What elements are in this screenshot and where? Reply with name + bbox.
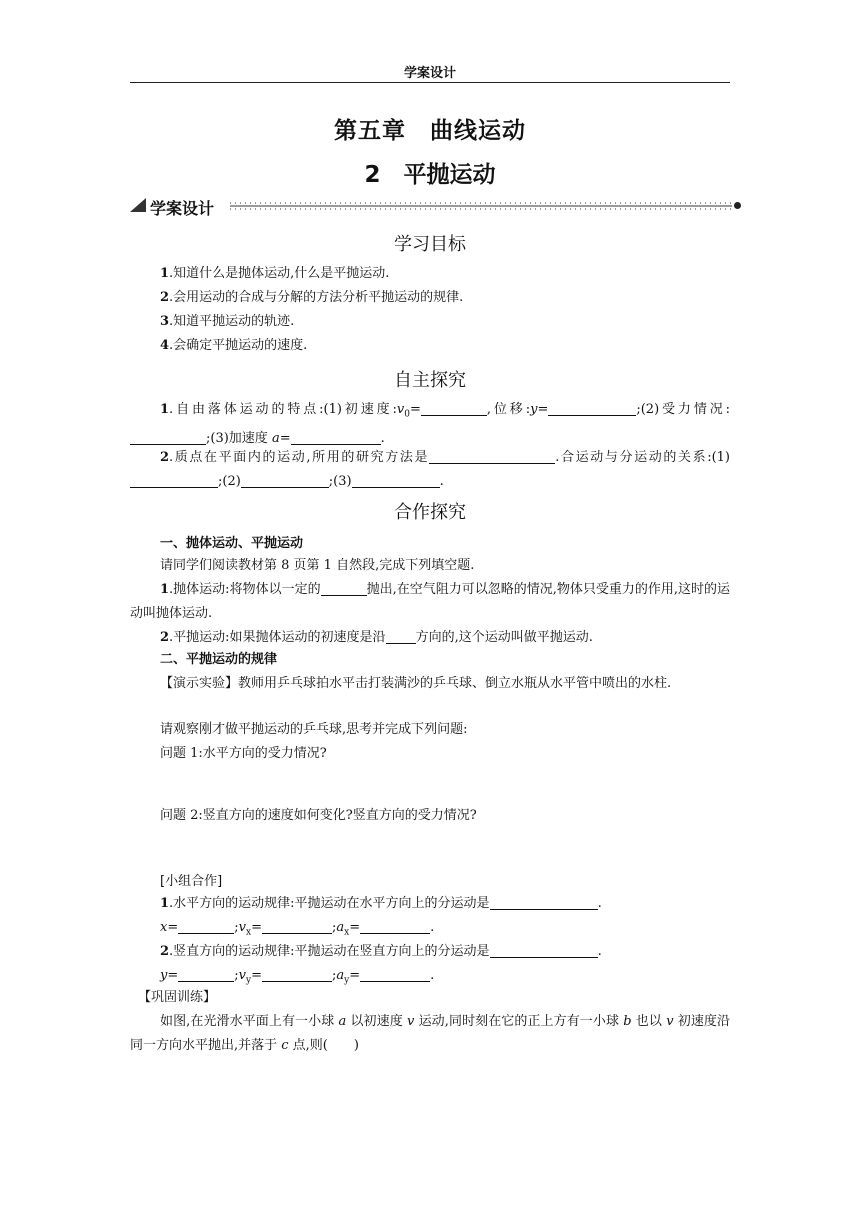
blank-ay[interactable]: [360, 967, 430, 982]
blank-vx[interactable]: [262, 919, 332, 934]
banner-end-dot: [734, 202, 741, 209]
blank-direction[interactable]: [386, 629, 416, 644]
self-question-2: 2.质点在平面内的运动,所用的研究方法是 .合运动与分运动的关系:(1);(2) ;(3) .: [130, 446, 730, 494]
blank-speed[interactable]: [321, 581, 367, 596]
blank-ax[interactable]: [360, 919, 430, 934]
blank-x[interactable]: [178, 919, 234, 934]
blank-acceleration[interactable]: [291, 430, 381, 445]
question-1: 问题 1:水平方向的受力情况?: [160, 746, 327, 761]
blank-relation-3[interactable]: [352, 473, 440, 488]
practice-label: 【巩固训练】: [138, 990, 217, 1005]
horizontal-formulas: $x= ;v_x=$ $;a_x=$ .: [160, 920, 435, 938]
blank-relation-2[interactable]: [241, 473, 329, 488]
self-study-title: 自主探究: [394, 370, 466, 391]
demo-experiment: 【演示实验】教师用乒乓球拍水平击打装满沙的乒乓球、倒立水瓶从水平管中喷出的水柱.: [160, 676, 672, 691]
banner-dotted-rule: [230, 201, 732, 211]
question-2: 问题 2:竖直方向的速度如何变化?竖直方向的受力情况?: [160, 808, 477, 823]
horizontal-law: 1.水平方向的运动规律:平抛运动在水平方向上的分运动是 .: [160, 896, 602, 911]
banner-label: 学案设计: [150, 199, 215, 218]
vertical-law: 2.竖直方向的运动规律:平抛运动在竖直方向上的分运动是 .: [160, 944, 602, 959]
section-title: 2 平抛运动: [364, 162, 496, 188]
group-work-label: [小组合作]: [160, 874, 223, 889]
blank-method[interactable]: [429, 449, 555, 464]
blank-displacement[interactable]: [548, 401, 636, 416]
header-rule: [130, 82, 730, 83]
blank-relation-1[interactable]: [130, 473, 218, 488]
coop-study-title: 合作探究: [394, 502, 466, 523]
observe-instruction: 请观察刚才做平抛运动的乒乓球,思考并完成下列问题:: [160, 722, 468, 737]
vertical-formulas: $y= ;v_y=$ $;a_y=$ .: [160, 968, 435, 986]
goal-item: 1.知道什么是抛体运动,什么是平抛运动.: [160, 266, 390, 281]
goal-item: 2.会用运动的合成与分解的方法分析平抛运动的规律.: [160, 290, 464, 305]
blank-horizontal-motion[interactable]: [490, 895, 598, 910]
blank-initial-velocity[interactable]: [421, 401, 487, 416]
self-question-1: 1.自由落体运动的特点:(1)初速度$:v_0=$ ,位移:y= ;(2)受力情况:;(3)加速度 a= .: [130, 398, 730, 451]
part1-heading: 一、抛体运动、平抛运动: [160, 536, 304, 551]
page-header: 学案设计: [403, 66, 456, 81]
part1-item-1: 1.抛体运动:将物体以一定的 抛出,在空气阻力可以忽略的情况,物体只受重力的作用,这时的运动叫抛体运动.: [130, 582, 730, 621]
part1-intro: 请同学们阅读教材第 8 页第 1 自然段,完成下列填空题.: [160, 558, 475, 573]
practice-question: 如图,在光滑水平面上有一小球 a 以初速度 v 运动,同时刻在它的正上方有一小球 b 也以 v 初速度沿同一方向水平抛出,并落于 c 点,则( ): [130, 1014, 731, 1053]
blank-y[interactable]: [178, 967, 234, 982]
part2-heading: 二、平抛运动的规律: [160, 652, 278, 667]
blank-force[interactable]: [130, 430, 206, 445]
goal-item: 4.会确定平抛运动的速度.: [160, 338, 308, 353]
chapter-title: 第五章 曲线运动: [334, 118, 526, 144]
blank-vy[interactable]: [262, 967, 332, 982]
goals-title: 学习目标: [394, 234, 466, 255]
blank-vertical-motion[interactable]: [490, 943, 598, 958]
part1-item-2: 2.平抛运动:如果抛体运动的初速度是沿 方向的,这个运动叫做平抛运动.: [160, 630, 593, 645]
banner-triangle-icon: [130, 198, 146, 212]
goal-item: 3.知道平抛运动的轨迹.: [160, 314, 295, 329]
section-banner: [130, 196, 742, 216]
